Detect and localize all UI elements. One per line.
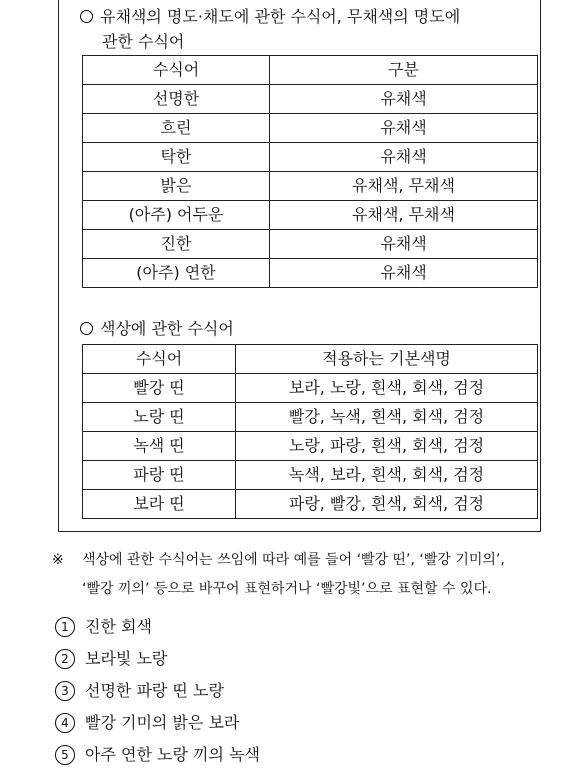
circle-bullet-icon bbox=[80, 10, 93, 23]
table-header-row bbox=[83, 345, 538, 374]
table-cell: 흐린 bbox=[83, 114, 270, 143]
table-cell: (아주) 어두운 bbox=[83, 201, 270, 230]
column-header: 구분 bbox=[270, 56, 538, 85]
table-cell: 녹색, 보라, 흰색, 회색, 검정 bbox=[236, 461, 538, 490]
table-cell: 유채색 bbox=[270, 230, 538, 259]
section1-heading-line2: 관한 수식어 bbox=[102, 32, 185, 51]
option-2[interactable] bbox=[55, 645, 260, 677]
table-row bbox=[83, 403, 538, 432]
table-cell: 보라, 노랑, 흰색, 회색, 검정 bbox=[236, 374, 538, 403]
option-3[interactable] bbox=[55, 677, 260, 709]
option-text: 보라빛 노랑 bbox=[85, 649, 168, 668]
table-row bbox=[83, 230, 538, 259]
table-row bbox=[83, 490, 538, 519]
section1-heading-line1: 유채색의 명도·채도에 관한 수식어, 무채색의 명도에 bbox=[100, 7, 461, 26]
column-header: 수식어 bbox=[83, 56, 270, 85]
table-cell: 파랑, 빨강, 흰색, 회색, 검정 bbox=[236, 490, 538, 519]
option-text: 빨강 기미의 밝은 보라 bbox=[85, 713, 240, 732]
footnote-line2: ‘빨강 끼의’ 등으로 바꾸어 표현하거나 ‘빨강빛’으로 표현할 수 있다. bbox=[82, 581, 492, 597]
table-header-row bbox=[83, 56, 538, 85]
circled-number-icon: 2 bbox=[55, 649, 75, 669]
table-cell: 선명한 bbox=[83, 85, 270, 114]
circled-number-icon: 4 bbox=[55, 713, 75, 733]
table-cell: 빨강, 녹색, 흰색, 회색, 검정 bbox=[236, 403, 538, 432]
table-row bbox=[83, 114, 538, 143]
footnote bbox=[52, 546, 567, 604]
table-cell: 진한 bbox=[83, 230, 270, 259]
table-cell: 유채색 bbox=[270, 143, 538, 172]
circle-bullet-icon bbox=[80, 322, 93, 335]
table-row bbox=[83, 374, 538, 403]
table-cell: 빨강 띤 bbox=[83, 374, 236, 403]
option-text: 아주 연한 노랑 끼의 녹색 bbox=[85, 745, 260, 764]
option-text: 진한 회색 bbox=[85, 617, 152, 636]
column-header: 적용하는 기본색명 bbox=[236, 345, 538, 374]
table-cell: 유채색 bbox=[270, 85, 538, 114]
option-1[interactable] bbox=[55, 613, 260, 645]
table-cell: 녹색 띤 bbox=[83, 432, 236, 461]
table-row bbox=[83, 201, 538, 230]
table-row bbox=[83, 461, 538, 490]
table-cell: 보라 띤 bbox=[83, 490, 236, 519]
column-header: 수식어 bbox=[83, 345, 236, 374]
table-cell: 유채색, 무채색 bbox=[270, 172, 538, 201]
table-cell: 탁한 bbox=[83, 143, 270, 172]
option-4[interactable] bbox=[55, 709, 260, 741]
circled-number-icon: 3 bbox=[55, 681, 75, 701]
section2-heading-text: 색상에 관한 수식어 bbox=[100, 319, 234, 338]
reference-mark: ※ bbox=[52, 552, 64, 568]
table-cell: 밝은 bbox=[83, 172, 270, 201]
footnote-line1: 색상에 관한 수식어는 쓰임에 따라 예를 들어 ‘빨강 띤’, ‘빨강 기미의’, bbox=[82, 552, 505, 568]
table-row bbox=[83, 172, 538, 201]
section1-heading bbox=[80, 4, 540, 54]
table-cell: 노랑 띤 bbox=[83, 403, 236, 432]
table-row bbox=[83, 432, 538, 461]
section2-heading bbox=[80, 316, 234, 341]
table-cell: 노랑, 파랑, 흰색, 회색, 검정 bbox=[236, 432, 538, 461]
option-text: 선명한 파랑 띤 노랑 bbox=[85, 681, 224, 700]
hue-modifier-table bbox=[82, 344, 538, 519]
table-row bbox=[83, 85, 538, 114]
table-row bbox=[83, 259, 538, 288]
lightness-chroma-modifier-table bbox=[82, 55, 538, 288]
table-cell: 유채색 bbox=[270, 259, 538, 288]
circled-number-icon: 1 bbox=[55, 617, 75, 637]
table-cell: 유채색 bbox=[270, 114, 538, 143]
circled-number-icon: 5 bbox=[55, 745, 75, 765]
table-cell: (아주) 연한 bbox=[83, 259, 270, 288]
table-row bbox=[83, 143, 538, 172]
option-5[interactable] bbox=[55, 741, 260, 773]
answer-options bbox=[55, 613, 260, 773]
table-cell: 유채색, 무채색 bbox=[270, 201, 538, 230]
table-cell: 파랑 띤 bbox=[83, 461, 236, 490]
